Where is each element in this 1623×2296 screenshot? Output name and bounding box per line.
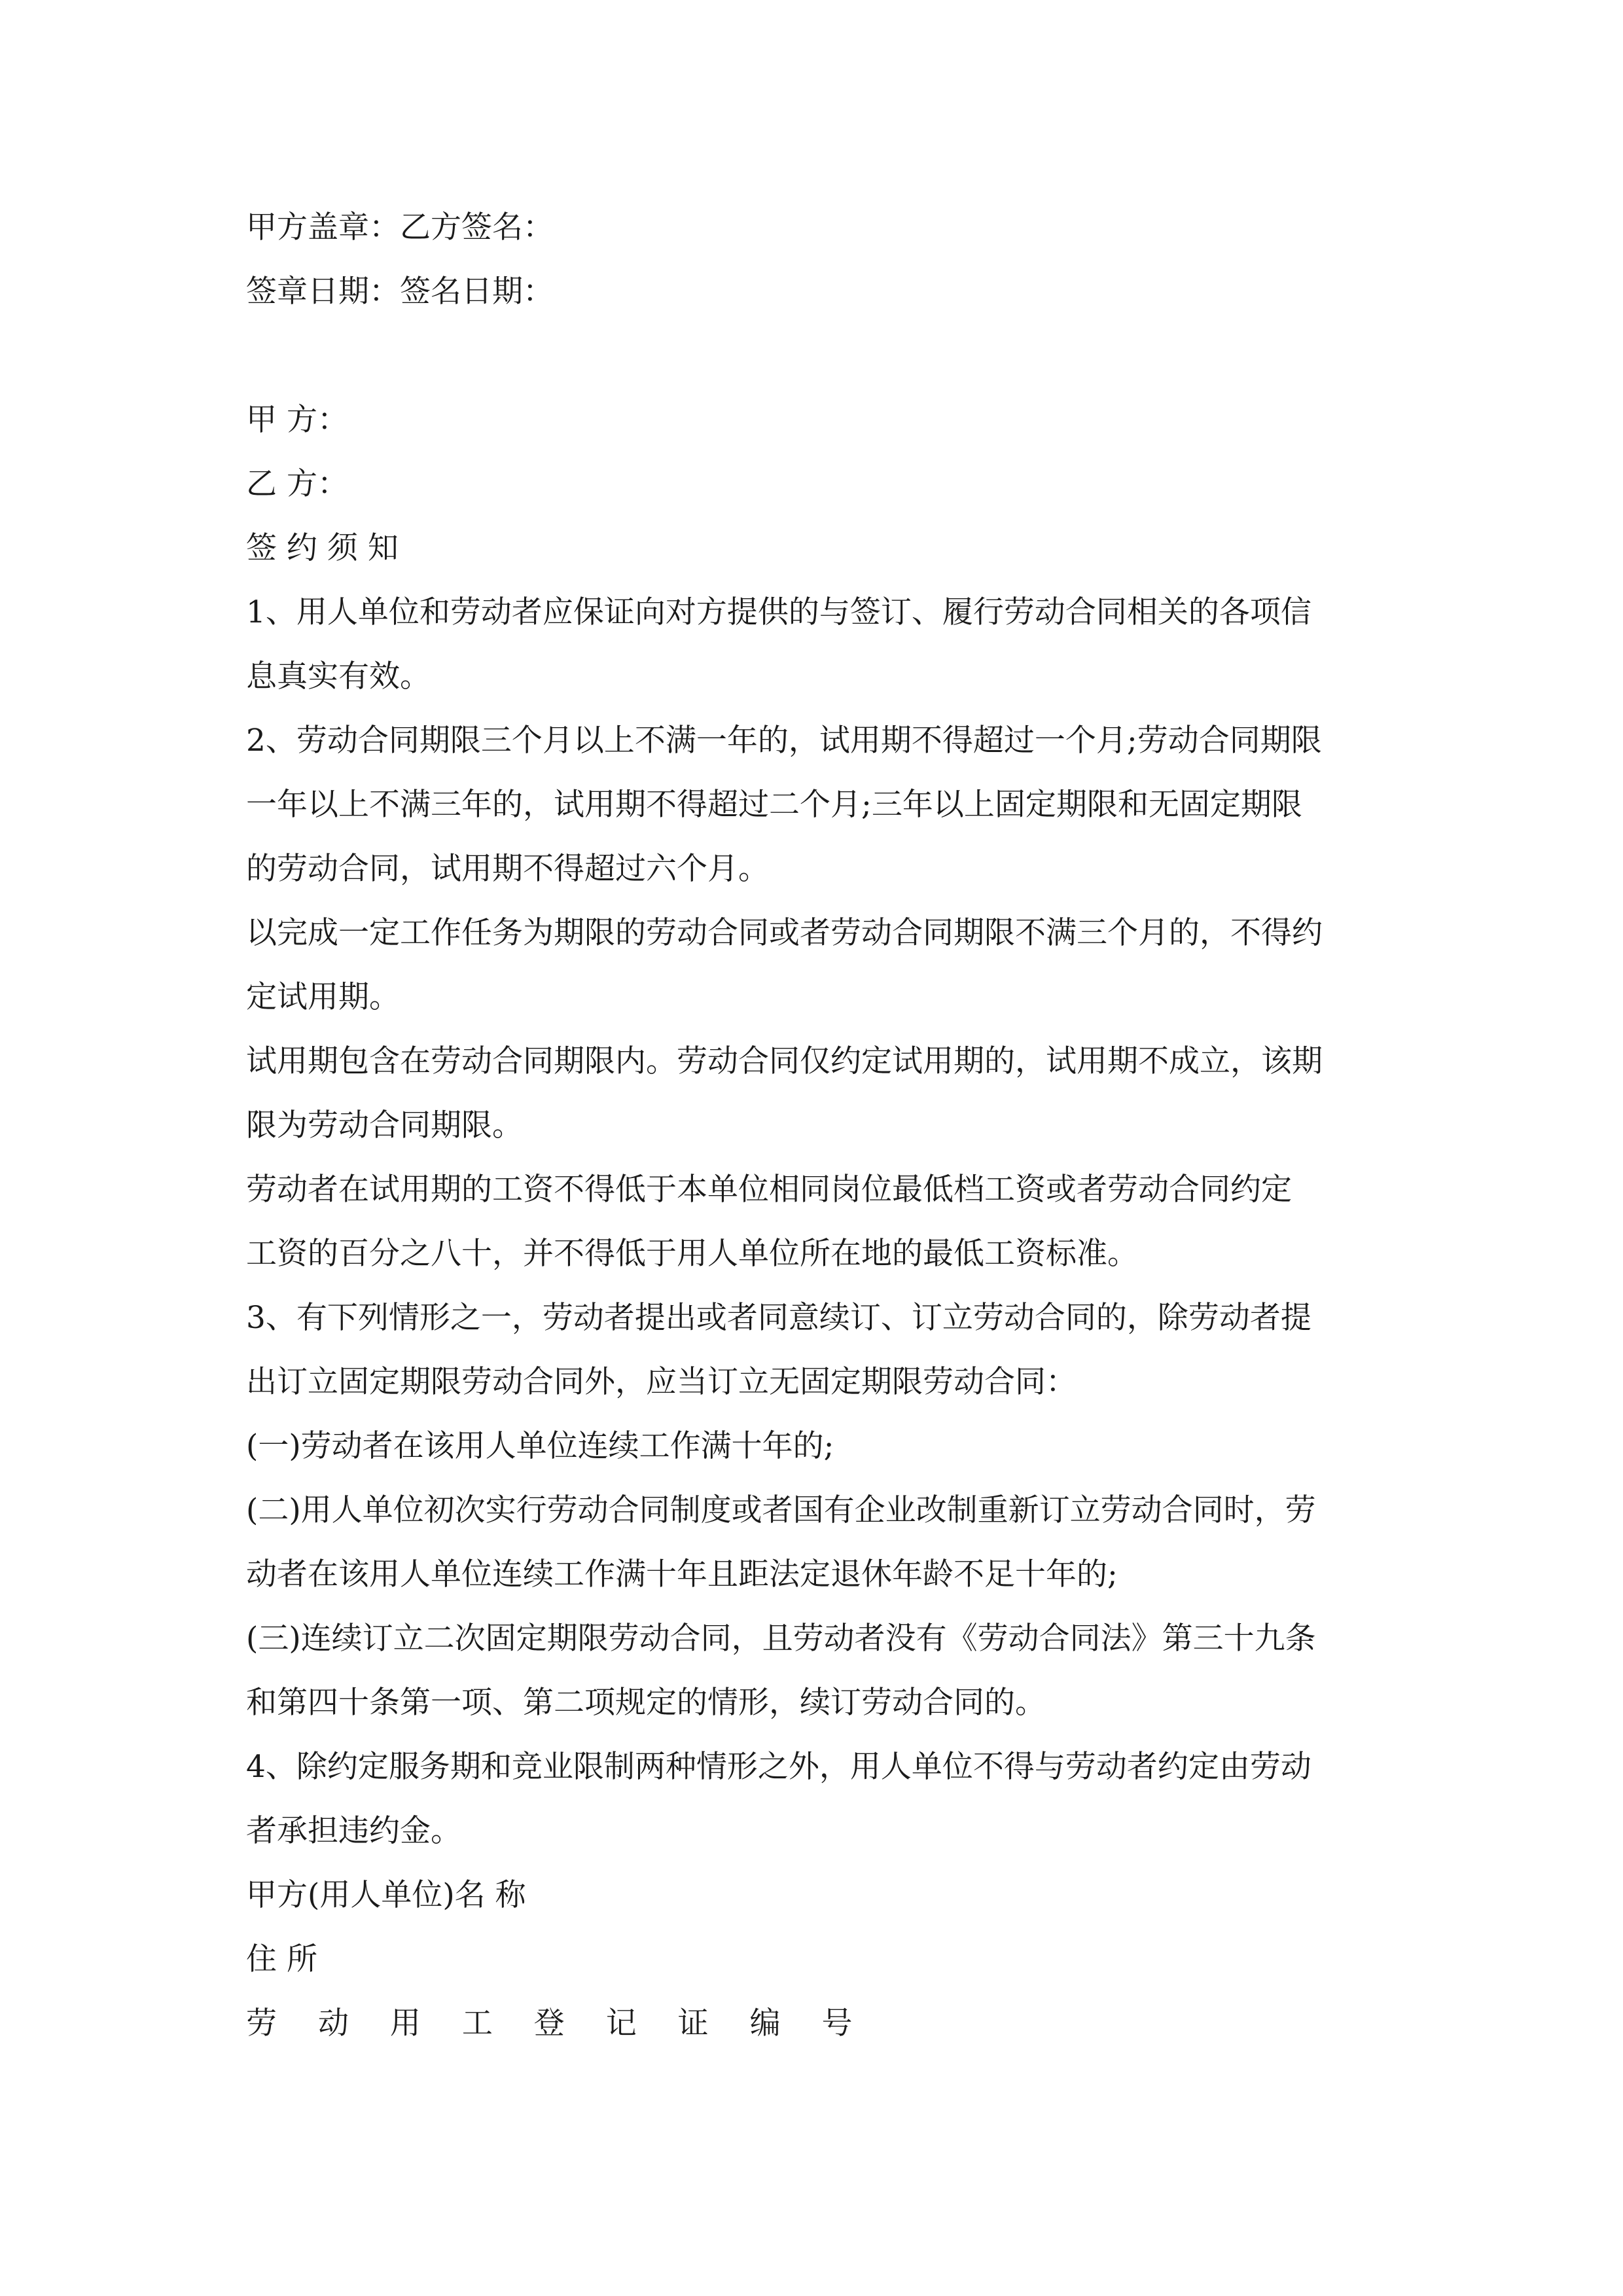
notice-line: 1、用人单位和劳动者应保证向对方提供的与签订、履行劳动合同相关的各项信 xyxy=(246,594,1311,630)
notice-line: 出订立固定期限劳动合同外，应当订立无固定期限劳动合同： xyxy=(246,1364,1077,1400)
employment-registration-number-label: 劳 动 用 工 登 记 证 编 号 xyxy=(246,2005,868,2041)
sign-date-line: 签章日期：签名日期： xyxy=(246,274,554,310)
notice-line: 定试用期。 xyxy=(246,979,400,1015)
notice-line: 的劳动合同，试用期不得超过六个月。 xyxy=(246,851,769,887)
notice-line: 工资的百分之八十，并不得低于用人单位所在地的最低工资标准。 xyxy=(246,1236,1138,1272)
notice-line: 限为劳动合同期限。 xyxy=(246,1107,523,1143)
notice-line: 2、劳动合同期限三个月以上不满一年的，试用期不得超过一个月;劳动合同期限 xyxy=(246,723,1322,759)
employer-name-label: 甲方(用人单位)名 称 xyxy=(246,1877,526,1913)
notice-line: 4、除约定服务期和竞业限制两种情形之外，用人单位不得与劳动者约定由劳动 xyxy=(246,1749,1311,1785)
party-b-label: 乙 方： xyxy=(246,466,348,502)
seal-signature-line: 甲方盖章：乙方签名： xyxy=(246,209,554,245)
notice-line: 劳动者在试用期的工资不得低于本单位相同岗位最低档工资或者劳动合同约定 xyxy=(246,1172,1292,1208)
notice-title: 签 约 须 知 xyxy=(246,530,399,566)
notice-line: (三)连续订立二次固定期限劳动合同，且劳动者没有《劳动合同法》第三十九条 xyxy=(246,1621,1316,1657)
notice-line: 试用期包含在劳动合同期限内。劳动合同仅约定试用期的，试用期不成立，该期 xyxy=(246,1043,1323,1079)
party-a-label: 甲 方： xyxy=(246,402,348,438)
notice-line: 和第四十条第一项、第二项规定的情形，续订劳动合同的。 xyxy=(246,1685,1046,1721)
notice-line: (二)用人单位初次实行劳动合同制度或者国有企业改制重新订立劳动合同时，劳 xyxy=(246,1492,1316,1528)
notice-line: (一)劳动者在该用人单位连续工作满十年的; xyxy=(246,1428,834,1464)
notice-line: 者承担违约金。 xyxy=(246,1813,461,1849)
notice-line: 一年以上不满三年的，试用期不得超过二个月;三年以上固定期限和无固定期限 xyxy=(246,787,1302,823)
notice-line: 以完成一定工作任务为期限的劳动合同或者劳动合同期限不满三个月的，不得约 xyxy=(246,915,1323,951)
notice-line: 3、有下列情形之一，劳动者提出或者同意续订、订立劳动合同的，除劳动者提 xyxy=(246,1300,1311,1336)
notice-line: 息真实有效。 xyxy=(246,658,431,694)
employer-address-label: 住 所 xyxy=(246,1941,317,1977)
notice-line: 动者在该用人单位连续工作满十年且距法定退休年龄不足十年的; xyxy=(246,1556,1118,1592)
